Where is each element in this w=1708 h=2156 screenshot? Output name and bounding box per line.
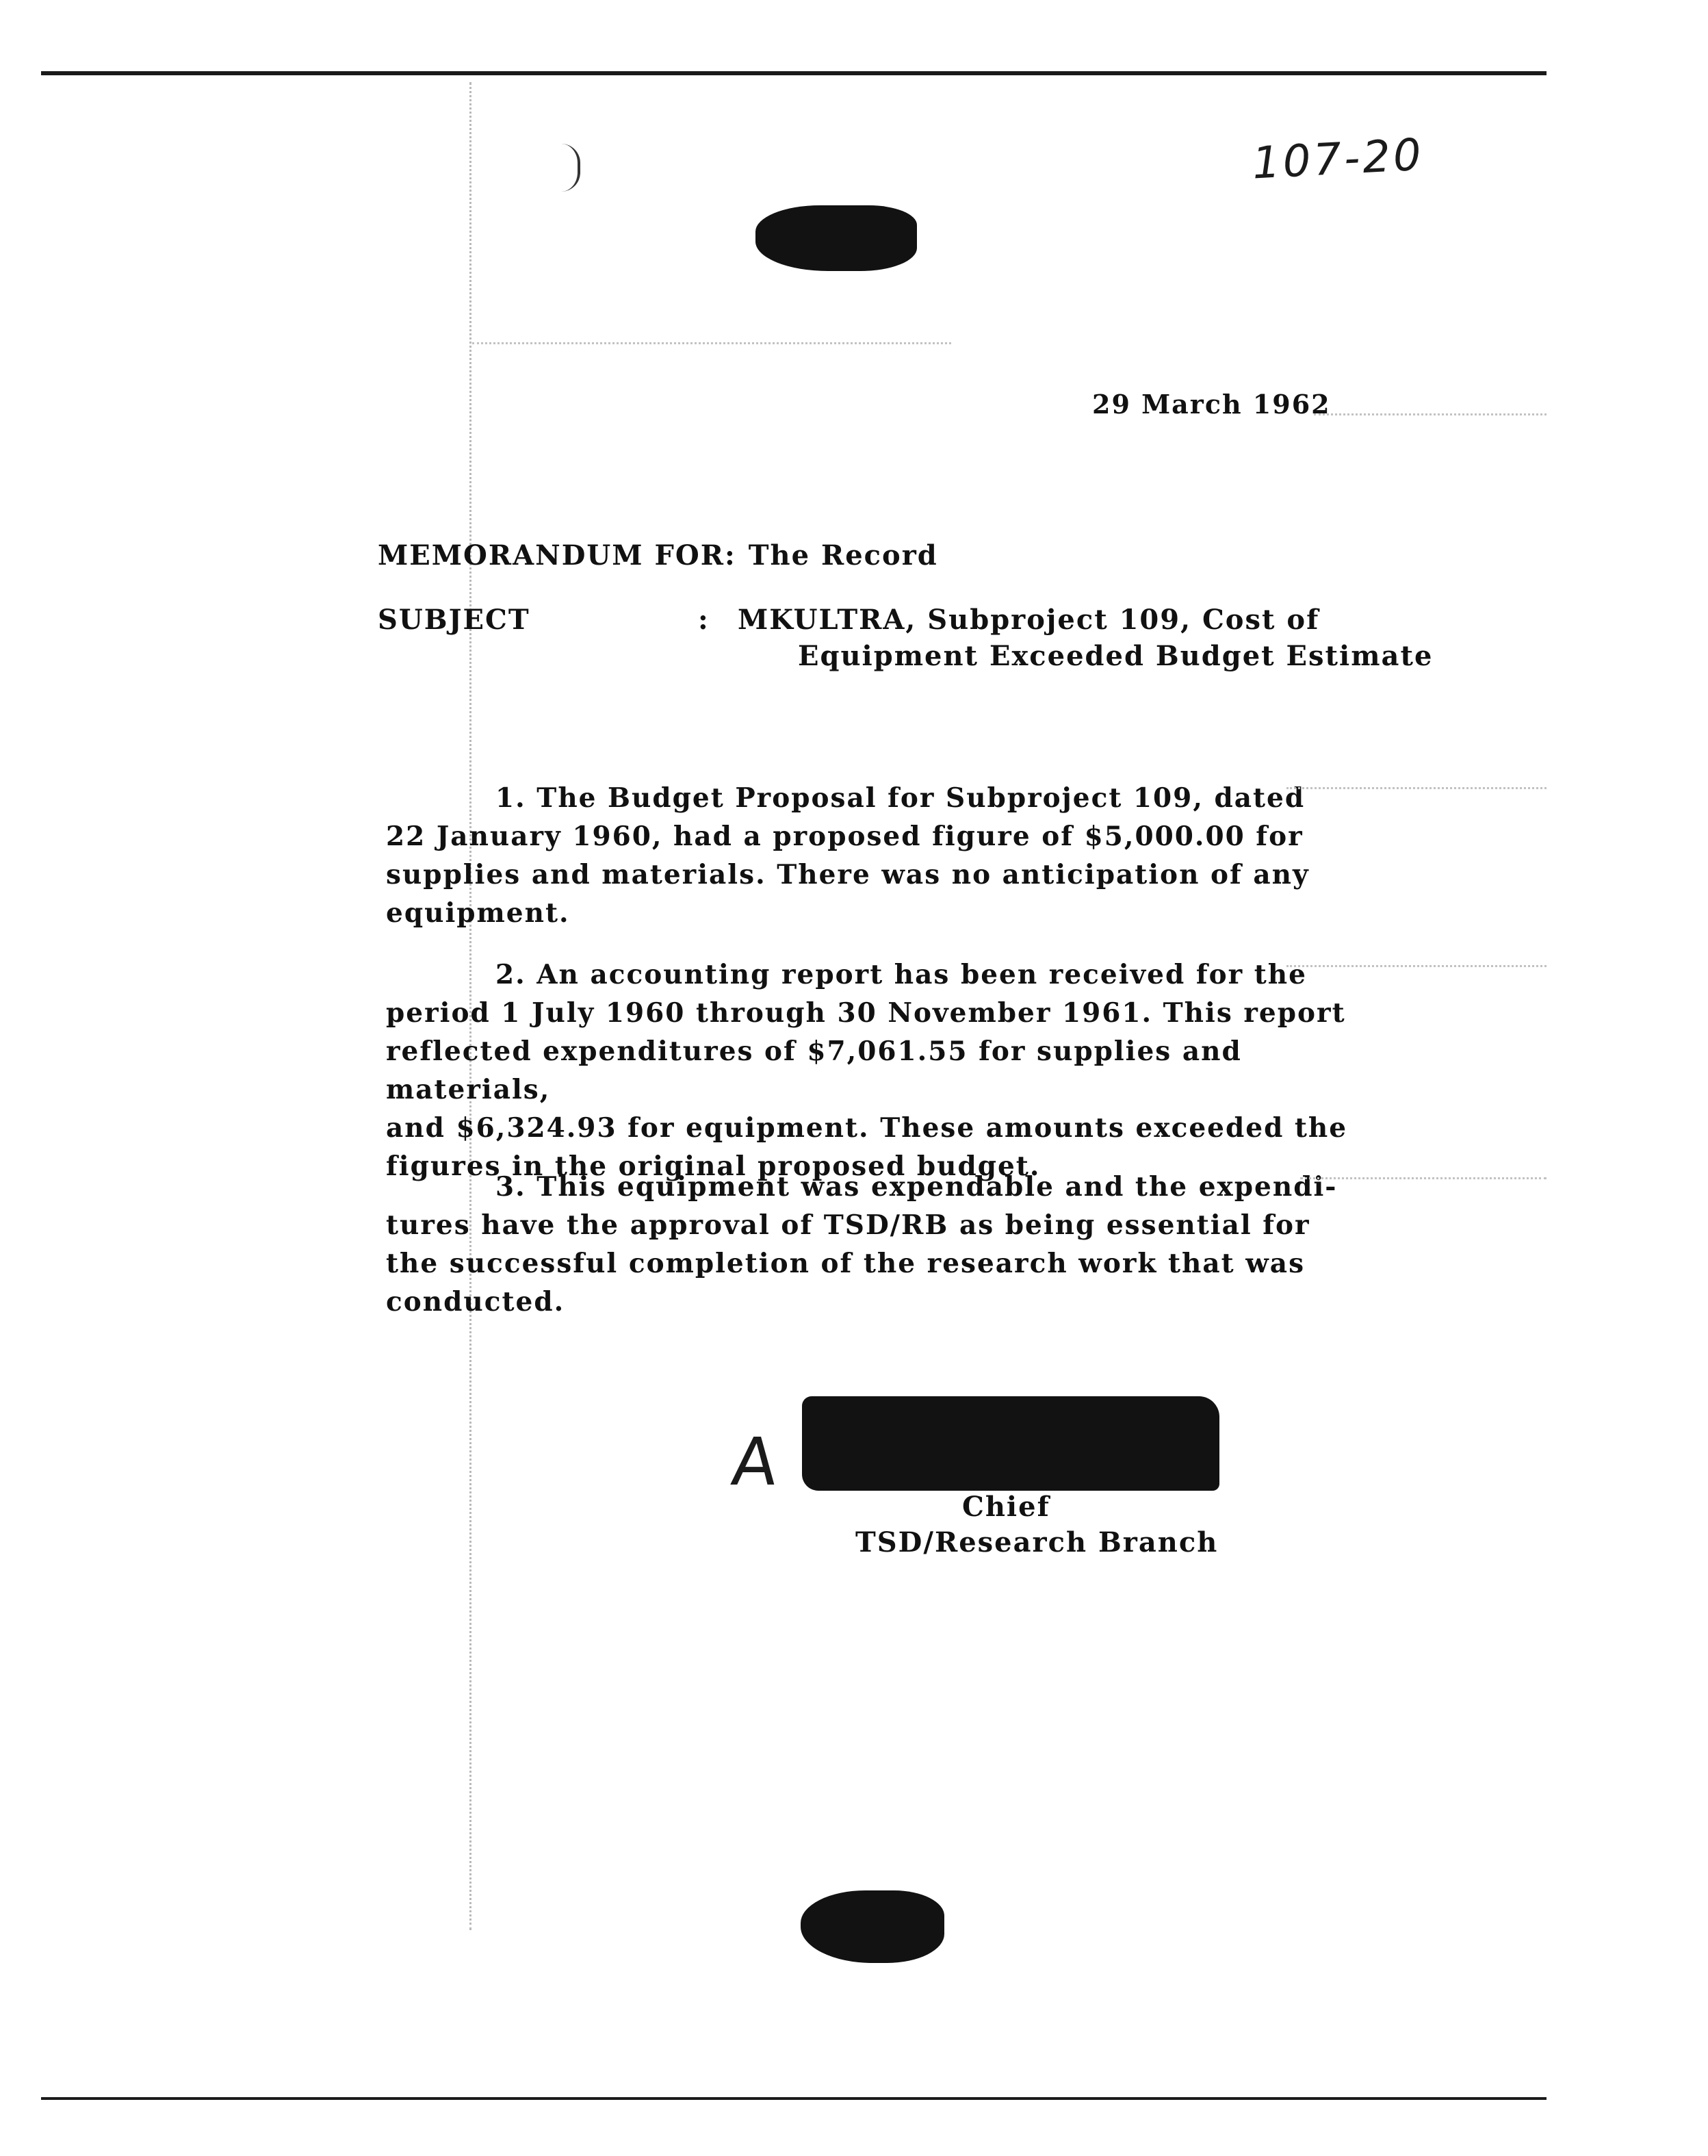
scan-edge-bottom (41, 2097, 1547, 2100)
subject-colon: : (698, 604, 710, 636)
redaction-bottom (801, 1890, 944, 1963)
subject-label: SUBJECT (378, 604, 530, 636)
scan-artifact-dots (1300, 1177, 1547, 1179)
redaction-top (755, 205, 917, 271)
memorandum-for-label: MEMORANDUM FOR: (378, 539, 736, 572)
memorandum-for-value: The Record (748, 539, 938, 572)
ink-mark (561, 144, 580, 192)
scan-artifact-dots (1286, 787, 1547, 789)
scan-edge-top (41, 71, 1547, 75)
scan-artifact-dots (1314, 413, 1547, 415)
subject-line-2: Equipment Exceeded Budget Estimate (798, 640, 1434, 672)
paragraph-1: 1. The Budget Proposal for Subproject 109, dated 22 January 1960, had a proposed figure of $5,000.00 for supplies and materials. There was no anticipation of any equipment. (386, 782, 1310, 929)
paragraph-2: 2. An accounting report has been received for the period 1 July 1960 through 30 November 1961. This report reflected expenditures of $7,061.55 for supplies and materials, and $6,324.93 for equipment. These amounts exceeded the figures in the original proposed budget. (386, 959, 1348, 1182)
signer-title: Chief (962, 1491, 1050, 1523)
subject-line-1: MKULTRA, Subproject 109, Cost of (738, 604, 1320, 636)
redaction-signature (802, 1396, 1219, 1491)
handwritten-initial: A (728, 1424, 781, 1500)
handwritten-reference-number: 107-20 (1251, 129, 1425, 190)
scan-artifact-dots (1286, 965, 1547, 967)
memorandum-for-line (378, 539, 938, 572)
paragraph-3: 3. This equipment was expendable and the expendi- tures have the approval of TSD/RB as being essential for the successful completion of the research work that was conducted. (386, 1171, 1338, 1318)
scan-artifact-dots (472, 342, 951, 344)
signer-organization: TSD/Research Branch (855, 1526, 1219, 1558)
subject-block (378, 604, 1433, 672)
memo-date: 29 March 1962 (1092, 389, 1331, 420)
